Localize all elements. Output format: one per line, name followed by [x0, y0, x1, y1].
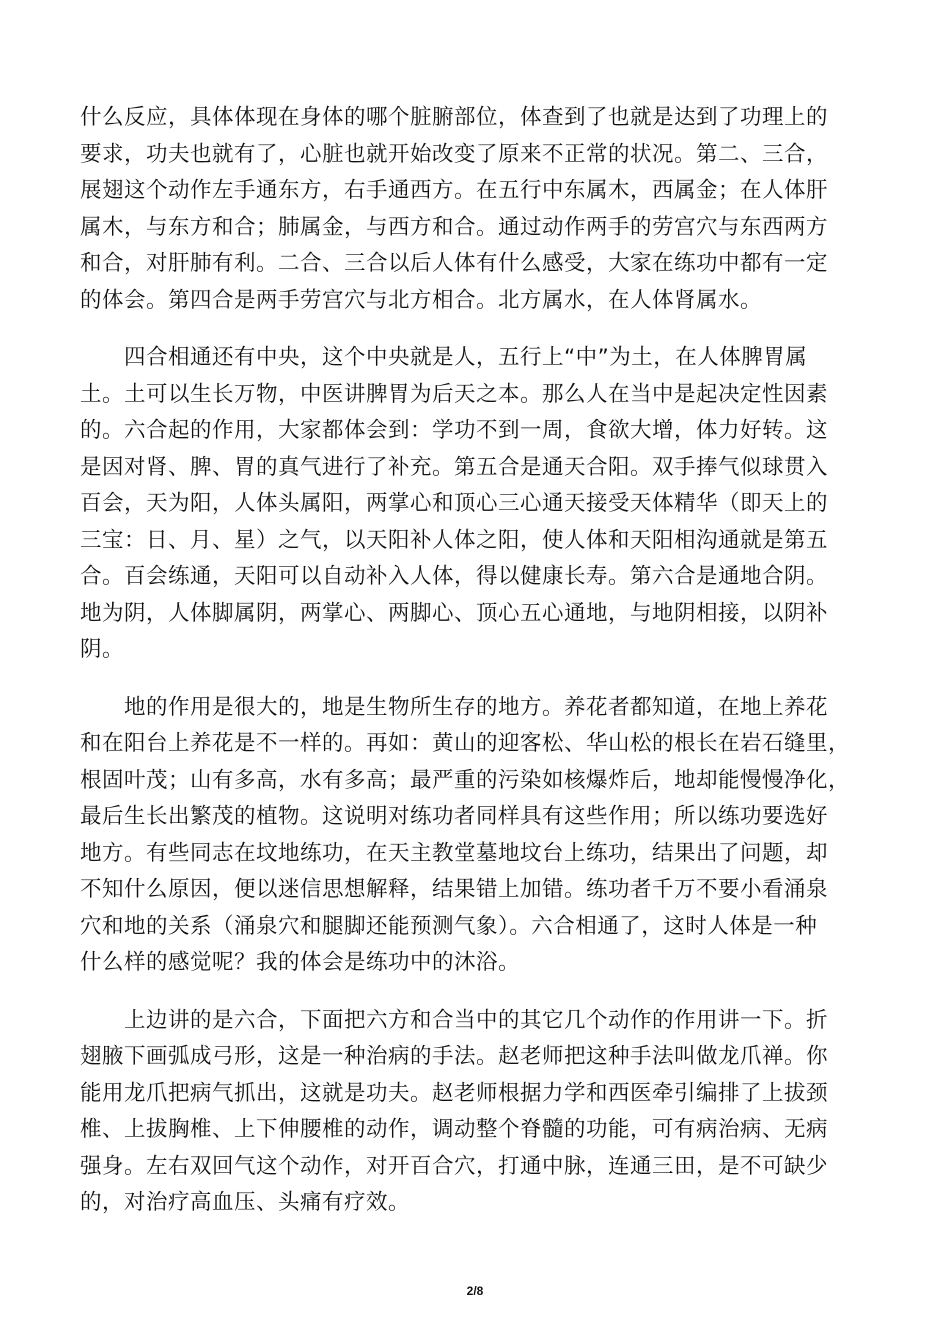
text-line: 地的作用是很大的，地是生物所生存的地方。养花者都知道，在地上养花	[124, 694, 829, 720]
text-line: 上边讲的是六合，下面把六方和合当中的其它几个动作的作用讲一下。折	[124, 1007, 829, 1033]
text-line: 三宝：日、月、星）之气，以天阳补人体之阳，使人体和天阳相沟通就是第五	[80, 527, 829, 553]
text-line: 的，对治疗高血压、头痛有疗效。	[80, 1190, 411, 1215]
text-line: 合。百会练通，天阳可以自动补入人体，得以健康长寿。第六合是通地合阴。	[80, 564, 829, 589]
text-line: 地为阴，人体脚属阴，两掌心、两脚心、顶心五心通地，与地阴相接，以阴补	[80, 600, 829, 626]
page-number: 2/8	[466, 1284, 484, 1298]
paragraph-1	[80, 100, 870, 319]
text-line: 土。土可以生长万物，中医讲脾胃为后天之本。那么人在当中是起决定性因素	[80, 381, 829, 407]
text-line: 强身。左右双回气这个动作，对开百合穴，打通中脉，连通三田，是不可缺少	[80, 1153, 829, 1179]
text-line: 什么样的感觉呢？我的体会是练功中的沐浴。	[80, 950, 521, 975]
text-line: 翅腋下画弧成弓形，这是一种治病的手法。赵老师把这种手法叫做龙爪禅。你	[80, 1044, 829, 1069]
text-line: 穴和地的关系（涌泉穴和腿脚还能预测气象）。六合相通了，这时人体是一种	[80, 913, 818, 939]
text-line: 能用龙爪把病气抓出，这就是功夫。赵老师根据力学和西医牵引编排了上拔颈	[80, 1080, 829, 1106]
document-body	[80, 100, 870, 1243]
text-line: 属木，与东方和合；肺属金，与西方和合。通过动作两手的劳宫穴与东西两方	[80, 214, 829, 240]
text-line: 和在阳台上养花是不一样的。再如：黄山的迎客松、华山松的根长在岩石缝里，	[80, 731, 851, 756]
text-line: 根固叶茂；山有多高，水有多高；最严重的污染如核爆炸后，地却能慢慢净化，	[80, 767, 851, 793]
text-line: 百会，天为阳，人体头属阳，两掌心和顶心三心通天接受天体精华（即天上的	[80, 491, 829, 516]
paragraph-4	[80, 1003, 870, 1222]
paragraph-2	[80, 340, 870, 669]
text-line: 和合，对肝肺有利。二合、三合以后人体有什么感受，大家在练功中都有一定	[80, 251, 829, 276]
text-line: 四合相通还有中央，这个中央就是人，五行上“中”为土，在人体脾胃属	[124, 345, 808, 370]
text-line: 阴。	[80, 637, 125, 662]
text-line: 地方。有些同志在坟地练功，在天主教堂墓地坟台上练功，结果出了问题，却	[80, 840, 829, 866]
text-line: 最后生长出繁茂的植物。这说明对练功者同样具有这些作用；所以练功要选好	[80, 804, 829, 829]
text-line: 不知什么原因，便以迷信思想解释，结果错上加错。练功者千万不要小看涌泉	[80, 877, 829, 902]
text-line: 要求，功夫也就有了，心脏也就开始改变了原来不正常的状况。第二、三合，	[80, 141, 829, 167]
text-line: 是因对肾、脾、胃的真气进行了补充。第五合是通天合阳。双手捧气似球贯入	[80, 454, 829, 480]
paragraph-3	[80, 690, 870, 982]
text-line: 的。六合起的作用，大家都体会到：学功不到一周，食欲大增，体力好转。这	[80, 418, 829, 443]
text-line: 什么反应，具体体现在身体的哪个脏腑部位，体查到了也就是达到了功理上的	[80, 105, 829, 130]
text-line: 展翅这个动作左手通东方，右手通西方。在五行中东属木，西属金；在人体肝	[80, 178, 829, 203]
text-line: 的体会。第四合是两手劳宫穴与北方相合。北方属水，在人体肾属水。	[80, 287, 763, 313]
text-line: 椎、上拔胸椎、上下伸腰椎的动作，调动整个脊髓的功能，可有病治病、无病	[80, 1117, 829, 1142]
